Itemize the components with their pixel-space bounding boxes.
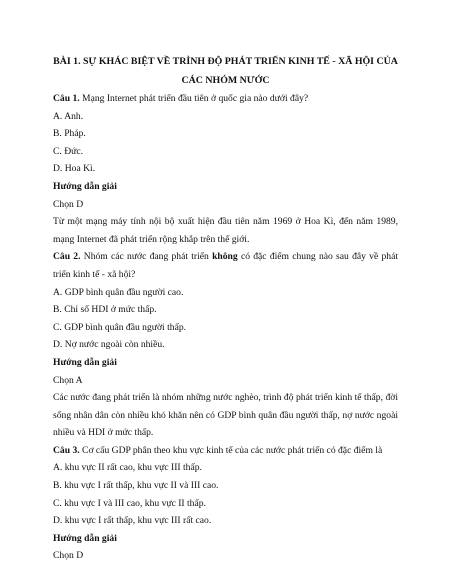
question-text-bold: không xyxy=(212,251,238,263)
question-label: Câu 3. xyxy=(53,444,80,456)
option-c: C. khu vực I và III cao, khu vực II thấp. xyxy=(53,497,206,509)
option-c: C. Đức. xyxy=(53,145,83,157)
option-b: B. khu vực I rất thấp, khu vực II và III cao. xyxy=(53,480,219,492)
question-label: Câu 1. xyxy=(53,93,80,104)
option-a: A. khu vực II rất cao, khu vực III thấp. xyxy=(53,462,202,474)
guide-heading: Hướng dẫn giải xyxy=(53,356,117,368)
question-text-before: Nhóm các nước đang phát triển xyxy=(80,251,213,263)
question-text-after: có đặc điểm chung nào sau đây về phát triển kinh tế - xã hội? xyxy=(53,251,399,280)
question-2 xyxy=(53,248,398,442)
question-text: Mạng Internet phát triển đầu tiên ở quốc gia nào dưới đây? xyxy=(79,93,309,104)
guide-heading: Hướng dẫn giải xyxy=(53,532,117,544)
option-b: B. Chỉ số HDI ở mức thấp. xyxy=(53,304,157,316)
question-3 xyxy=(53,442,398,565)
lesson-title: BÀI 1. SỰ KHÁC BIỆT VỀ TRÌNH ĐỘ PHÁT TRIỂN KINH TẾ - XÃ HỘI CỦA CÁC NHÓM NƯỚC xyxy=(53,56,398,86)
question-stem xyxy=(53,248,398,283)
question-1 xyxy=(53,90,398,248)
guide-heading: Hướng dẫn giải xyxy=(53,180,117,192)
option-a: A. GDP bình quân đầu người cao. xyxy=(53,286,184,298)
question-label: Câu 2. xyxy=(53,251,81,263)
option-c: C. GDP bình quân đầu người thấp. xyxy=(53,321,187,333)
answer: Chọn D xyxy=(53,550,84,562)
option-a: A. Anh. xyxy=(53,110,84,122)
answer: Chọn A xyxy=(53,374,83,386)
option-b: B. Pháp. xyxy=(53,128,86,140)
option-d: D. Nợ nước ngoài còn nhiều. xyxy=(53,339,165,351)
question-stem xyxy=(53,90,398,108)
option-d: D. khu vực I rất thấp, khu vực III rất cao. xyxy=(53,515,212,527)
question-text: Cơ cấu GDP phân theo khu vực kinh tế của các nước phát triển có đặc điểm là xyxy=(79,444,383,456)
answer: Chọn D xyxy=(53,198,84,210)
option-d: D. Hoa Kì. xyxy=(53,163,96,175)
question-stem xyxy=(53,442,398,460)
explanation: Các nước đang phát triển là nhóm những nước nghèo, trình độ phát triển kinh tế thấp, đời sống nhân dân còn nhiều khó khăn nên có GDP bình quân đầu người thấp, nợ nước ngoài nhiều và HDI ở mức thấp. xyxy=(53,392,398,439)
explanation: Từ một mạng máy tính nội bộ xuất hiện đầu tiên năm 1969 ở Hoa Kì, đến năm 1989, mạng Internet đã phát triển rộng khắp trên thế giới. xyxy=(53,216,398,245)
